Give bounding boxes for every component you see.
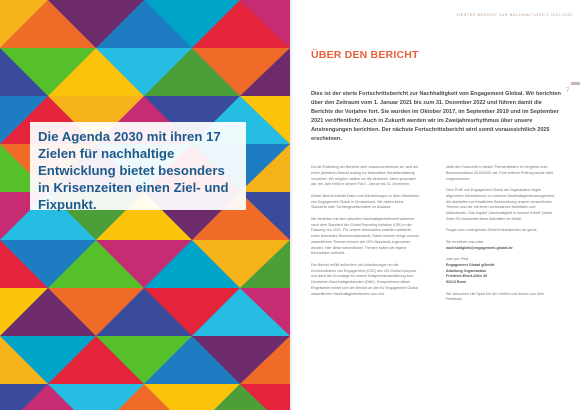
contact-intro: Sie erreichen uns unter bbox=[446, 239, 484, 244]
address-city: 53113 Bonn bbox=[446, 280, 467, 284]
body-paragraph: Der Bericht erfüllt außerdem die Anforderungen an die Kommunikation von Engagement (COE) des UN Global Compact und dient als Grundlage für unsere Entsprechenserklärung zum Deutschen Nachhaltigkeitskodex (DNK). Entsprechend dieser Regelwerke richtet sich der Bericht an den für Engagement Global wesentlichen Nachhaltigkeitsthemen aus und bbox=[311, 262, 418, 296]
body-paragraph: Da die Erstellung der Berichte sehr ressourcenintensiv ist, wird auf einen jährlichen Bericht analog zur finanziellen Berichterstattung verzichtet. Wir möglich, stellen wir die einzelnen Jahre gesondert dar, ein Jahr heißt in diesem Fall 1. Januar bis 31. Dezember. bbox=[311, 165, 419, 187]
address-org: Engagement Global gGmbH bbox=[446, 262, 495, 267]
quote-box bbox=[30, 122, 246, 210]
page-tab-marker bbox=[571, 82, 580, 85]
body-paragraph: Dieser Bericht enthält Daten und Darstellungen zu allen Standorten von Engagement Global in Deutschland. Wir haben keine Standorte oder Tochtergesellschaften im Ausland. bbox=[311, 193, 420, 210]
agenda-quote: Die Agenda 2030 mit ihren 17 Zielen für nachhaltige Entwicklung bietet besonders in Krisenzeiten einen Ziel- und Fixpunkt. bbox=[38, 129, 229, 212]
section-title: ÜBER DEN BERICHT bbox=[311, 49, 419, 61]
intro-paragraph: Dies ist der vierte Fortschrittsbericht zur Nachhaltigkeit von Engagement Global. Wir berichten über den Zeitraum vom 1. Januar 2021 bis zum 31. Dezember 2022 und führen damit die Berichte der Vorjahre fort. Sie wurden im Oktober 2017, im September 2019 und im September 2021 veröffentlicht. Auch in Zukunft werden wir im Zweijahresrhythmus über unsere Anstrengungen berichten. Der nächste Fortschrittsbericht wird somit voraussichtlich 2025 erscheinen. bbox=[311, 91, 561, 142]
body-paragraph: Dem Profil von Engagement Global als Organisation folgen allgemeine Informationen zu unserem Nachhaltigkeitsmanagement, die überleiten zur inhaltlichen Beschreibung unserer wesentlichen Themen und der mit ihnen verbundenen Aktivitäten und Maßnahmen. Das Kapitel „Nachhaltigkeit in unserer Arbeit" (siehe Seite 25) beschreibt diese Aktivitäten im Detail. bbox=[446, 188, 555, 221]
body-paragraph: stellt den Fortschritt in diesen Themenfeldern im Vergleich zum Berichtszeitraum 2019/2020 dar. Eine externe Prüfung wurde nicht vorgenommen. bbox=[446, 165, 554, 181]
postal-intro: oder per Post: bbox=[446, 257, 469, 261]
contact-email: nachhaltigkeit@engagement-global.de bbox=[446, 245, 513, 250]
running-head: VIERTER BERICHT ZUR NACHHALTIGKEIT 2021/2022 bbox=[456, 13, 573, 17]
body-paragraph: Wir berichten mit dem aktuellen Nachhaltigkeitsbericht weiterhin nach dem Standard der Global Reporting Initiative (GRI) in der Fassung von 2021. Für unsere Kennzahlen erstellen weiterhin keine relevanten Branchenstandards. Daher können einige unserer wesentlichen Themen keinem der GRI-Standards zugeordnet werden. Hier diese wesentlichen Themen haben wir eigene Kennzahlen definiert. bbox=[311, 216, 420, 256]
body-column-right bbox=[446, 165, 555, 309]
closing-paragraph: Wir wünschen viel Spaß bei der Lektüre und freuen uns über Feedback. bbox=[446, 291, 544, 302]
address-department: Abteilung Organisation bbox=[446, 268, 487, 273]
body-column-left bbox=[311, 165, 420, 303]
body-paragraph: Fragen zum vorliegenden Bericht beantworten wir gerne. bbox=[446, 228, 538, 233]
right-page bbox=[293, 0, 580, 410]
address-street: Friedrich-Ebert-Allee 40 bbox=[446, 274, 488, 279]
page-number: 7 bbox=[566, 88, 570, 94]
